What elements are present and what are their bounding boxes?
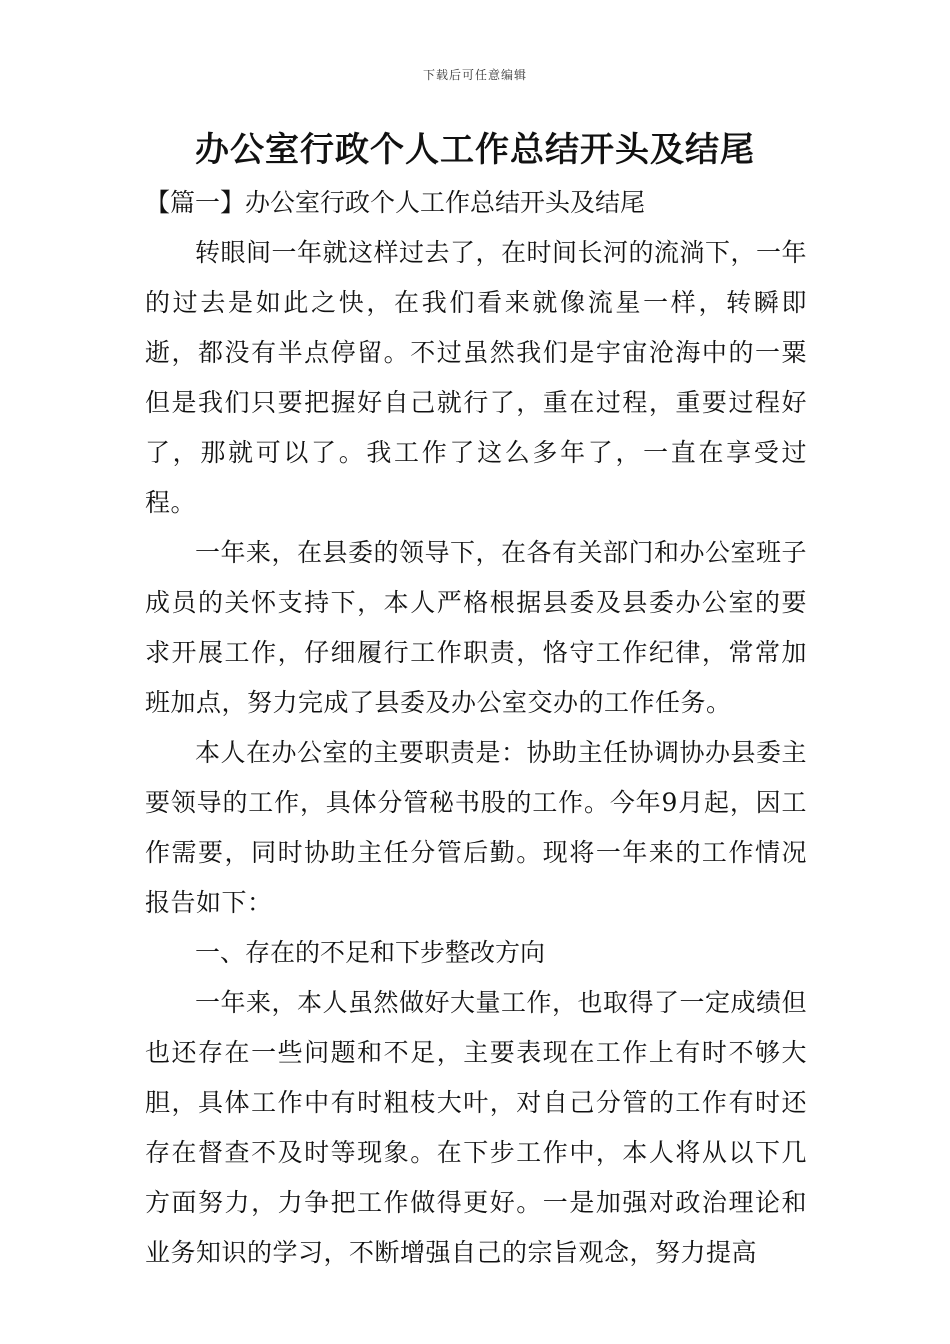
header-note: 下载后可任意编辑 xyxy=(422,68,527,82)
paragraph-shortcomings: 一年来，本人虽然做好大量工作，也取得了一定成绩但也还存在一些问题和不足，主要表现在工作上有时不够大胆，具体工作中有时粗枝大叶，对自己分管的工作有时还存在督查不及时等现象。在下步工作中，本人将从以下几方面努力，力争把工作做得更好。一是加强对政治理论和业务知识的学习，不断增强自己的宗旨观念，努力提高 xyxy=(145,988,808,1267)
section-heading: 一、存在的不足和下步整改方向 xyxy=(195,938,546,967)
document-body xyxy=(145,178,807,1278)
paragraph-leadership: 一年来，在县委的领导下，在各有关部门和办公室班子成员的关怀支持下，本人严格根据县委及县委办公室的要求开展工作，仔细履行工作职责，恪守工作纪律，常常加班加点，努力完成了县委及办公室交办的工作任务。 xyxy=(145,538,808,717)
paragraph-intro: 转眼间一年就这样过去了，在时间长河的流淌下，一年的过去是如此之快，在我们看来就像流星一样，转瞬即逝，都没有半点停留。不过虽然我们是宇宙沧海中的一粟但是我们只要把握好自己就行了，重在过程，重要过程好了，那就可以了。我工作了这么多年了，一直在享受过程。 xyxy=(145,238,808,517)
section-subtitle: 【篇一】办公室行政个人工作总结开头及结尾 xyxy=(145,188,646,217)
paragraph-duties: 本人在办公室的主要职责是：协助主任协调协办县委主要领导的工作，具体分管秘书股的工作。今年9月起，因工作需要，同时协助主任分管后勤。现将一年来的工作情况报告如下： xyxy=(145,738,808,917)
document-title: 办公室行政个人工作总结开头及结尾 xyxy=(195,130,755,170)
